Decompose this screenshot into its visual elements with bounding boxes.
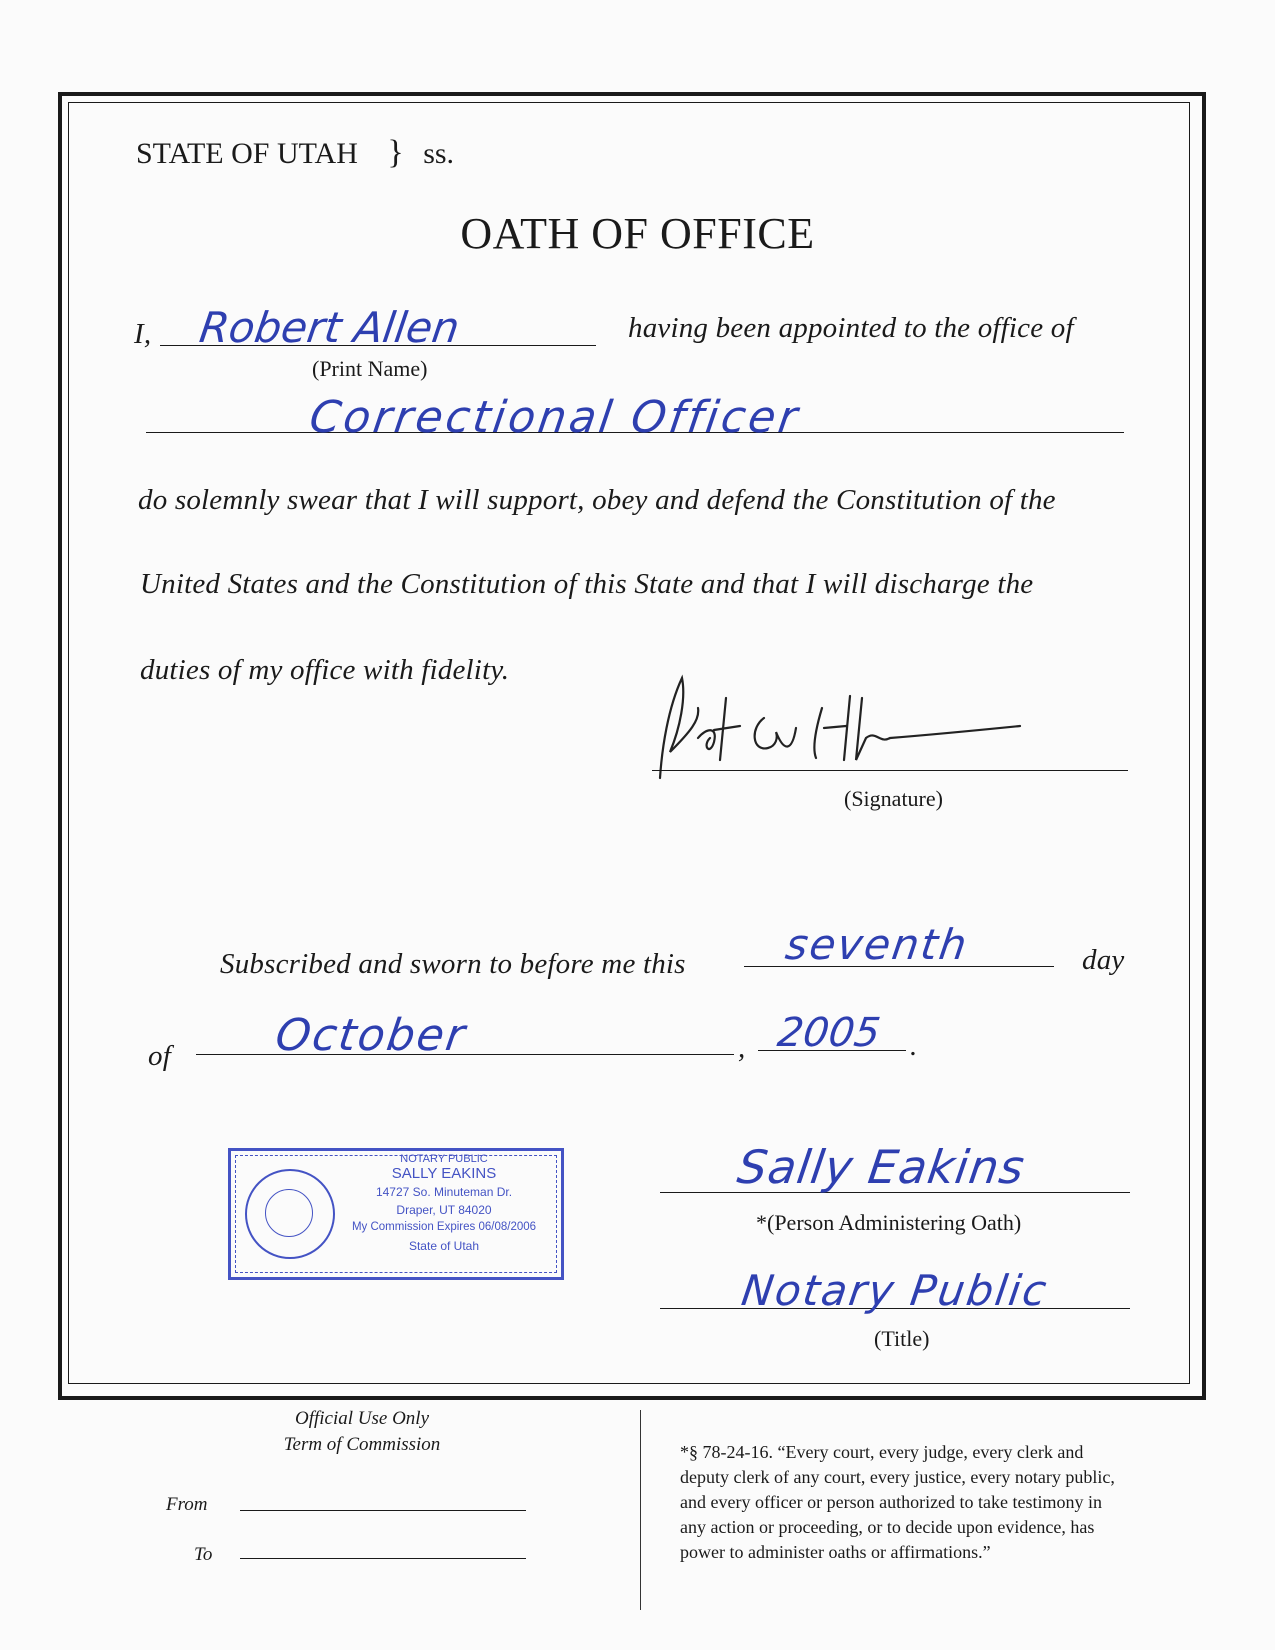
to-field[interactable] bbox=[240, 1558, 526, 1559]
signature-caption: (Signature) bbox=[844, 786, 943, 811]
footnote-line-2: deputy clerk of any court, every justice, every notary public, bbox=[680, 1467, 1115, 1487]
stamp-line-4: Draper, UT 84020 bbox=[396, 1203, 492, 1217]
from-field[interactable] bbox=[240, 1510, 526, 1511]
stamp-line-1: NOTARY PUBLIC bbox=[400, 1153, 488, 1165]
stamp-line-5: My Commission Expires 06/08/2006 bbox=[351, 1221, 537, 1233]
footnote-line-1: *§ 78-24-16. “Every court, every judge, every clerk and bbox=[680, 1442, 1084, 1462]
official-use-heading: Official Use Only bbox=[294, 1408, 430, 1429]
title-caption: (Title) bbox=[874, 1326, 930, 1351]
oath-body-line-1: do solemnly swear that I will support, obey and defend the Constitution of the bbox=[138, 484, 1056, 516]
name-value: Robert Allen bbox=[196, 303, 463, 352]
administrator-signature: Sally Eakins bbox=[734, 1140, 1029, 1194]
state-name: STATE OF UTAH bbox=[136, 137, 358, 170]
footnote-line-4: any action or proceeding, or to decide upon evidence, has bbox=[680, 1517, 1095, 1537]
ss-label: ss. bbox=[423, 137, 455, 170]
vertical-divider bbox=[640, 1410, 641, 1610]
brace: } bbox=[387, 134, 404, 171]
day-label: day bbox=[1082, 944, 1125, 976]
to-label: To bbox=[194, 1544, 213, 1565]
footnote-line-5: power to administer oaths or affirmations.” bbox=[680, 1542, 991, 1562]
comma: , bbox=[738, 1032, 746, 1064]
stamp-line-2: SALLY EAKINS bbox=[391, 1165, 497, 1182]
from-label: From bbox=[166, 1494, 208, 1515]
appointed-text: having been appointed to the office of bbox=[628, 312, 1074, 344]
period: . bbox=[910, 1030, 918, 1062]
signature-line bbox=[652, 770, 1128, 771]
state-seal-icon bbox=[245, 1169, 335, 1259]
of-label: of bbox=[148, 1040, 171, 1072]
i-prefix: I, bbox=[134, 318, 152, 350]
state-heading bbox=[136, 134, 454, 172]
year-value: 2005 bbox=[774, 1010, 884, 1056]
notary-stamp bbox=[228, 1148, 564, 1280]
name-caption: (Print Name) bbox=[312, 356, 428, 381]
subscribed-text: Subscribed and sworn to before me this bbox=[220, 948, 686, 980]
oath-body-line-3: duties of my office with fidelity. bbox=[140, 654, 510, 686]
administrator-caption: *(Person Administering Oath) bbox=[756, 1210, 1022, 1235]
oath-body-line-2: United States and the Constitution of this State and that I will discharge the bbox=[140, 568, 1034, 600]
office-value: Correctional Officer bbox=[306, 392, 804, 443]
stamp-line-6: State of Utah bbox=[408, 1239, 480, 1253]
title-value: Notary Public bbox=[738, 1266, 1052, 1315]
month-value: October bbox=[272, 1010, 470, 1061]
day-value: seventh bbox=[782, 920, 972, 969]
footnote bbox=[680, 1440, 1115, 1565]
stamp-line-3: 14727 So. Minuteman Dr. bbox=[375, 1185, 513, 1199]
page-title: OATH OF OFFICE bbox=[460, 209, 815, 258]
footnote-line-3: and every officer or person authorized to take testimony in bbox=[680, 1492, 1103, 1512]
term-of-commission-heading: Term of Commission bbox=[283, 1434, 441, 1455]
